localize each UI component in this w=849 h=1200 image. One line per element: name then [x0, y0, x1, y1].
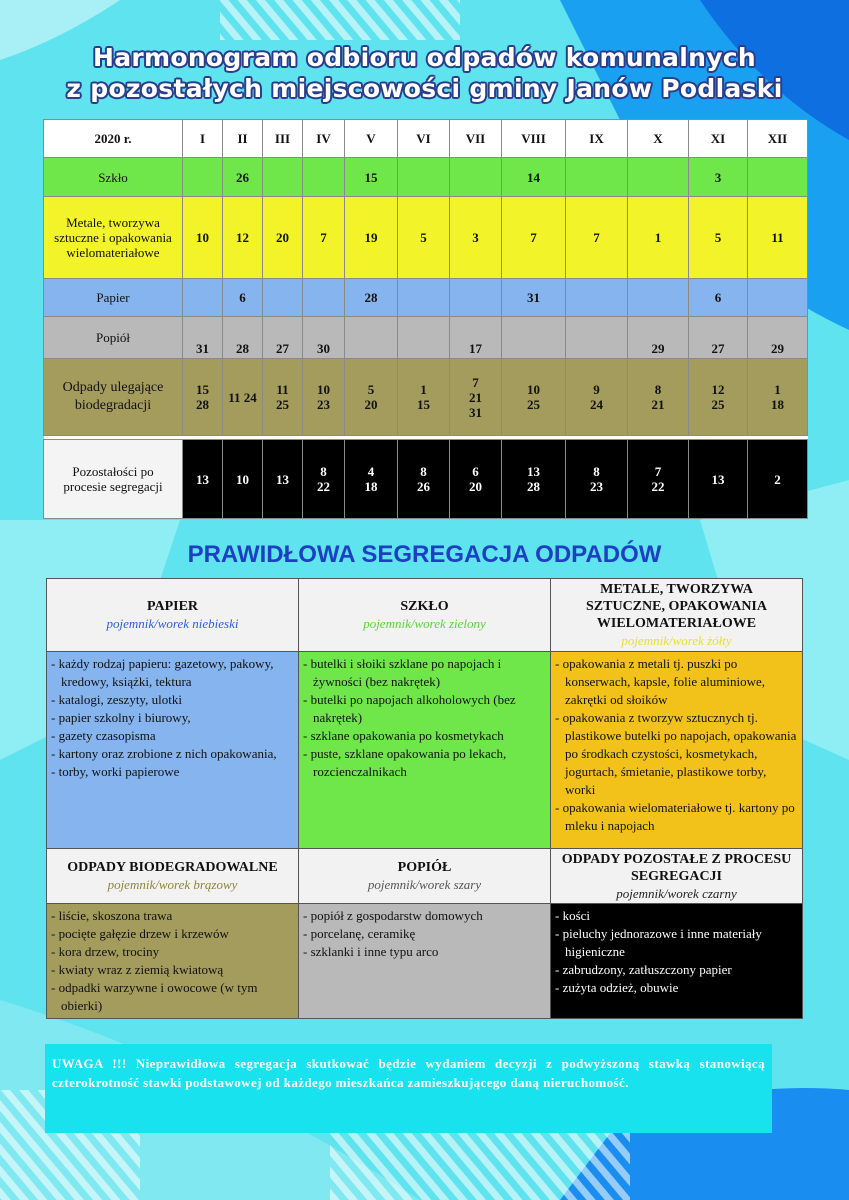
ash-container: pojemnik/worek szary: [367, 877, 482, 892]
date-value: 28: [196, 397, 209, 412]
collection-schedule-table: [43, 119, 808, 519]
segregation-body-row: [47, 652, 803, 849]
title-line-2: z pozostałych miejscowości gminy Janów Podlaski: [66, 74, 783, 103]
date-cell: 12: [223, 197, 263, 279]
segregation-heading: PRAWIDŁOWA SEGREGACJA ODPADÓW: [187, 541, 662, 568]
month-header: VIII: [502, 120, 566, 158]
date-cell: [345, 440, 398, 519]
list-item: - gazety czasopisma: [51, 728, 156, 743]
date-cell: [263, 359, 303, 436]
date-cell: 5: [398, 197, 450, 279]
date-cell: 31: [183, 317, 223, 359]
date-cell: [566, 317, 628, 359]
month-header: I: [183, 120, 223, 158]
date-value: 12: [711, 382, 725, 397]
warning-notice: UWAGA !!! Nieprawidłowa segregacja skutkować będzie wydaniem decyzji z podwyższoną stawką stanowiącą czterokrotność stawki podstawowej od każdego mieszkańca zamieszkującego daną nieruchomość.: [45, 1044, 772, 1133]
month-header: XI: [689, 120, 748, 158]
list-item: - opakowania z tworzyw sztucznych tj. plastikowe butelki po napojach, opakowania po środkach czystości, kosmetykach, jogurtach, śmietanie, plastikowe torby, worki: [555, 710, 797, 797]
date-cell: 7: [502, 197, 566, 279]
date-value: 13: [527, 464, 540, 479]
list-item: - szklane opakowania po kosmetykach: [303, 728, 504, 743]
date-cell: 7: [566, 197, 628, 279]
date-cell: 28: [223, 317, 263, 359]
glass-title: SZKŁO: [400, 599, 449, 614]
date-cell: 10: [183, 197, 223, 279]
date-cell: 27: [263, 317, 303, 359]
date-value: 18: [364, 479, 378, 494]
date-cell: 15: [345, 158, 398, 197]
bio-items: [47, 904, 299, 1019]
list-item: - popiół z gospodarstw domowych: [303, 908, 483, 923]
row-label: Szkło: [44, 158, 183, 197]
date-value: 21: [651, 397, 665, 412]
metal-items: [551, 652, 803, 849]
ash-items: [299, 904, 551, 1019]
date-cell: [566, 158, 628, 197]
date-cell: [398, 359, 450, 436]
month-header: IX: [566, 120, 628, 158]
glass-header: [299, 579, 551, 652]
date-cell: [566, 279, 628, 317]
row-label: Papier: [44, 279, 183, 317]
row-label: Pozostałości po procesie segregacji: [44, 440, 183, 519]
date-cell: [450, 359, 502, 436]
date-value: 23: [317, 397, 330, 412]
date-cell: [303, 158, 345, 197]
date-value: 8: [654, 382, 662, 397]
list-item: - katalogi, zeszyty, ulotki: [51, 692, 182, 707]
date-value: 8: [320, 464, 327, 479]
bio-header: [47, 849, 299, 904]
date-cell: 11: [748, 197, 808, 279]
month-header: X: [628, 120, 689, 158]
date-cell: 29: [748, 317, 808, 359]
date-value: 24: [590, 397, 603, 412]
schedule-row-glass: [44, 158, 808, 197]
date-cell: 30: [303, 317, 345, 359]
date-cell: [398, 317, 450, 359]
rest-title: ODPADY POZOSTAŁE Z PROCESU SEGREGACJI: [561, 851, 792, 884]
date-cell: [628, 359, 689, 436]
ash-title: POPIÓŁ: [397, 860, 452, 875]
date-cell: 17: [450, 317, 502, 359]
date-value: 31: [469, 404, 482, 420]
date-cell: [628, 279, 689, 317]
date-cell: 2: [748, 440, 808, 519]
schedule-row-residual: [44, 440, 808, 519]
list-item: - liście, skoszona trawa: [51, 908, 173, 923]
list-item: - szklanki i inne typu arco: [303, 944, 439, 959]
row-label: Popiół: [44, 317, 183, 359]
row-label: Odpady ulegające biodegradacji: [44, 359, 183, 436]
date-value: 1: [774, 382, 781, 397]
date-value: 20: [469, 479, 482, 494]
date-value: 28: [527, 479, 540, 494]
date-cell: 6: [223, 279, 263, 317]
paper-items: [47, 652, 299, 849]
segregation-header-row-2: [47, 849, 803, 904]
date-cell: 13: [263, 440, 303, 519]
date-value: 15: [417, 397, 430, 412]
ash-list: [303, 907, 546, 961]
list-item: - każdy rodzaj papieru: gazetowy, pakowy, kredowy, książki, tektura: [51, 656, 274, 689]
list-item: - kora drzew, trociny: [51, 944, 160, 959]
glass-list: [303, 655, 546, 781]
date-cell: 26: [223, 158, 263, 197]
rest-container: pojemnik/worek czarny: [616, 885, 737, 901]
paper-title: PAPIER: [146, 599, 199, 614]
date-cell: [303, 440, 345, 519]
date-cell: 28: [345, 279, 398, 317]
date-cell: 10: [223, 440, 263, 519]
date-cell: 13: [183, 440, 223, 519]
date-value: 9: [593, 382, 600, 397]
date-value: 21: [469, 389, 482, 405]
date-cell: 5: [689, 197, 748, 279]
date-cell: [450, 279, 502, 317]
date-value: 25: [527, 397, 540, 412]
list-item: - porcelanę, ceramikę: [303, 926, 416, 941]
month-header: VII: [450, 120, 502, 158]
month-header: II: [223, 120, 263, 158]
date-value: 25: [276, 397, 289, 412]
schedule-row-ash: [44, 317, 808, 359]
date-value: 22: [317, 479, 330, 494]
rest-list: [555, 907, 798, 997]
date-cell: 27: [689, 317, 748, 359]
date-cell: [748, 359, 808, 436]
date-cell: [628, 158, 689, 197]
list-item: - butelki i słoiki szklane po napojach i żywności (bez nakrętek): [303, 656, 502, 689]
bio-list: [51, 907, 294, 1015]
date-cell: [345, 359, 398, 436]
date-cell: [263, 279, 303, 317]
date-cell: [689, 359, 748, 436]
date-cell: [748, 158, 808, 197]
date-value: 22: [651, 479, 665, 494]
segregation-header-row: [47, 579, 803, 652]
month-header: III: [263, 120, 303, 158]
schedule-row-biodegradable: [44, 359, 808, 436]
date-value: 5: [367, 382, 375, 397]
date-cell: [628, 440, 689, 519]
date-value: 7: [472, 374, 479, 390]
date-value: 10: [527, 382, 540, 397]
bio-title: ODPADY BIODEGRADOWALNE: [67, 860, 278, 875]
date-cell: [263, 158, 303, 197]
date-cell: [566, 359, 628, 436]
metal-container: pojemnik/worek żółty: [621, 633, 732, 648]
date-cell: 20: [263, 197, 303, 279]
list-item: - opakowania z metali tj. puszki po konserwach, kapsle, folie aluminiowe, zakrętki od słoików: [555, 656, 765, 707]
list-item: - puste, szklane opakowania po lekach, rozcienczalnikach: [303, 746, 507, 779]
list-item: - kwiaty wraz z ziemią kwiatową: [51, 962, 224, 977]
date-value: 18: [771, 397, 784, 412]
list-item: - pocięte gałęzie drzew i krzewów: [51, 926, 229, 941]
rest-header: [551, 849, 803, 904]
list-item: - zabrudzony, zatłuszczony papier: [555, 962, 732, 977]
date-cell: 11 24: [223, 359, 263, 436]
segregation-body-row-2: [47, 904, 803, 1019]
date-cell: 6: [689, 279, 748, 317]
month-header: IV: [303, 120, 345, 158]
list-item: - papier szkolny i biurowy,: [51, 710, 191, 725]
date-value: 25: [711, 397, 725, 412]
date-cell: [183, 359, 223, 436]
date-value: 4: [367, 464, 375, 479]
date-cell: [398, 158, 450, 197]
date-cell: [502, 317, 566, 359]
date-cell: 3: [450, 197, 502, 279]
list-item: - opakowania wielomateriałowe tj. kartony po mleku i napojach: [555, 800, 795, 833]
metal-list: [555, 655, 798, 835]
date-cell: 14: [502, 158, 566, 197]
date-cell: [566, 440, 628, 519]
date-cell: [502, 359, 566, 436]
bio-container: pojemnik/worek brązowy: [107, 877, 238, 892]
date-cell: 1: [628, 197, 689, 279]
date-cell: 13: [689, 440, 748, 519]
date-cell: 19: [345, 197, 398, 279]
date-cell: [345, 317, 398, 359]
date-cell: 31: [502, 279, 566, 317]
paper-container: pojemnik/worek niebieski: [106, 616, 239, 631]
glass-container: pojemnik/worek zielony: [363, 616, 486, 631]
month-header: V: [345, 120, 398, 158]
date-cell: [450, 158, 502, 197]
list-item: - kartony oraz zrobione z nich opakowania,: [51, 746, 277, 761]
date-value: 23: [590, 479, 603, 494]
list-item: - odpadki warzywne i owocowe (w tym obierki): [51, 980, 258, 1013]
date-cell: [502, 440, 566, 519]
date-cell: 3: [689, 158, 748, 197]
list-item: - pieluchy jednorazowe i inne materiały higieniczne: [555, 926, 762, 959]
date-value: 8: [593, 464, 600, 479]
date-value: 7: [654, 464, 662, 479]
date-value: 8: [420, 464, 427, 479]
list-item: - torby, worki papierowe: [51, 764, 180, 779]
page-title: [0, 42, 849, 104]
schedule-header-row: [44, 120, 808, 158]
paper-list: [51, 655, 294, 781]
title-line-1: Harmonogram odbioru odpadów komunalnych: [92, 43, 757, 72]
date-cell: [303, 359, 345, 436]
date-cell: [398, 440, 450, 519]
rest-items: [551, 904, 803, 1019]
date-cell: 7: [303, 197, 345, 279]
paper-header: [47, 579, 299, 652]
date-value: 26: [417, 479, 430, 494]
date-cell: [303, 279, 345, 317]
date-cell: [450, 440, 502, 519]
metal-title: METALE, TWORZYWA SZTUCZNE, OPAKOWANIA WIELOMATERIAŁOWE: [586, 582, 767, 631]
segregation-table: [46, 578, 803, 1019]
date-value: 10: [317, 382, 330, 397]
schedule-row-paper: [44, 279, 808, 317]
date-cell: 29: [628, 317, 689, 359]
metal-header: [551, 579, 803, 652]
date-cell: [748, 279, 808, 317]
ash-header: [299, 849, 551, 904]
schedule-row-metal-plastic: [44, 197, 808, 279]
date-value: 1: [420, 382, 427, 397]
list-item: - butelki po napojach alkoholowych (bez nakrętek): [303, 692, 516, 725]
date-value: 11: [276, 382, 289, 397]
list-item: - kości: [555, 908, 591, 923]
date-cell: [183, 279, 223, 317]
date-cell: [183, 158, 223, 197]
row-label: Metale, tworzywa sztuczne i opakowania wielomateriałowe: [44, 197, 183, 279]
list-item: - zużyta odzież, obuwie: [555, 980, 679, 995]
date-value: 15: [196, 382, 209, 397]
glass-items: [299, 652, 551, 849]
month-header: XII: [748, 120, 808, 158]
date-value: 20: [364, 397, 378, 412]
date-cell: [398, 279, 450, 317]
date-value: 6: [472, 464, 479, 479]
month-header: VI: [398, 120, 450, 158]
year-cell: 2020 r.: [44, 120, 183, 158]
